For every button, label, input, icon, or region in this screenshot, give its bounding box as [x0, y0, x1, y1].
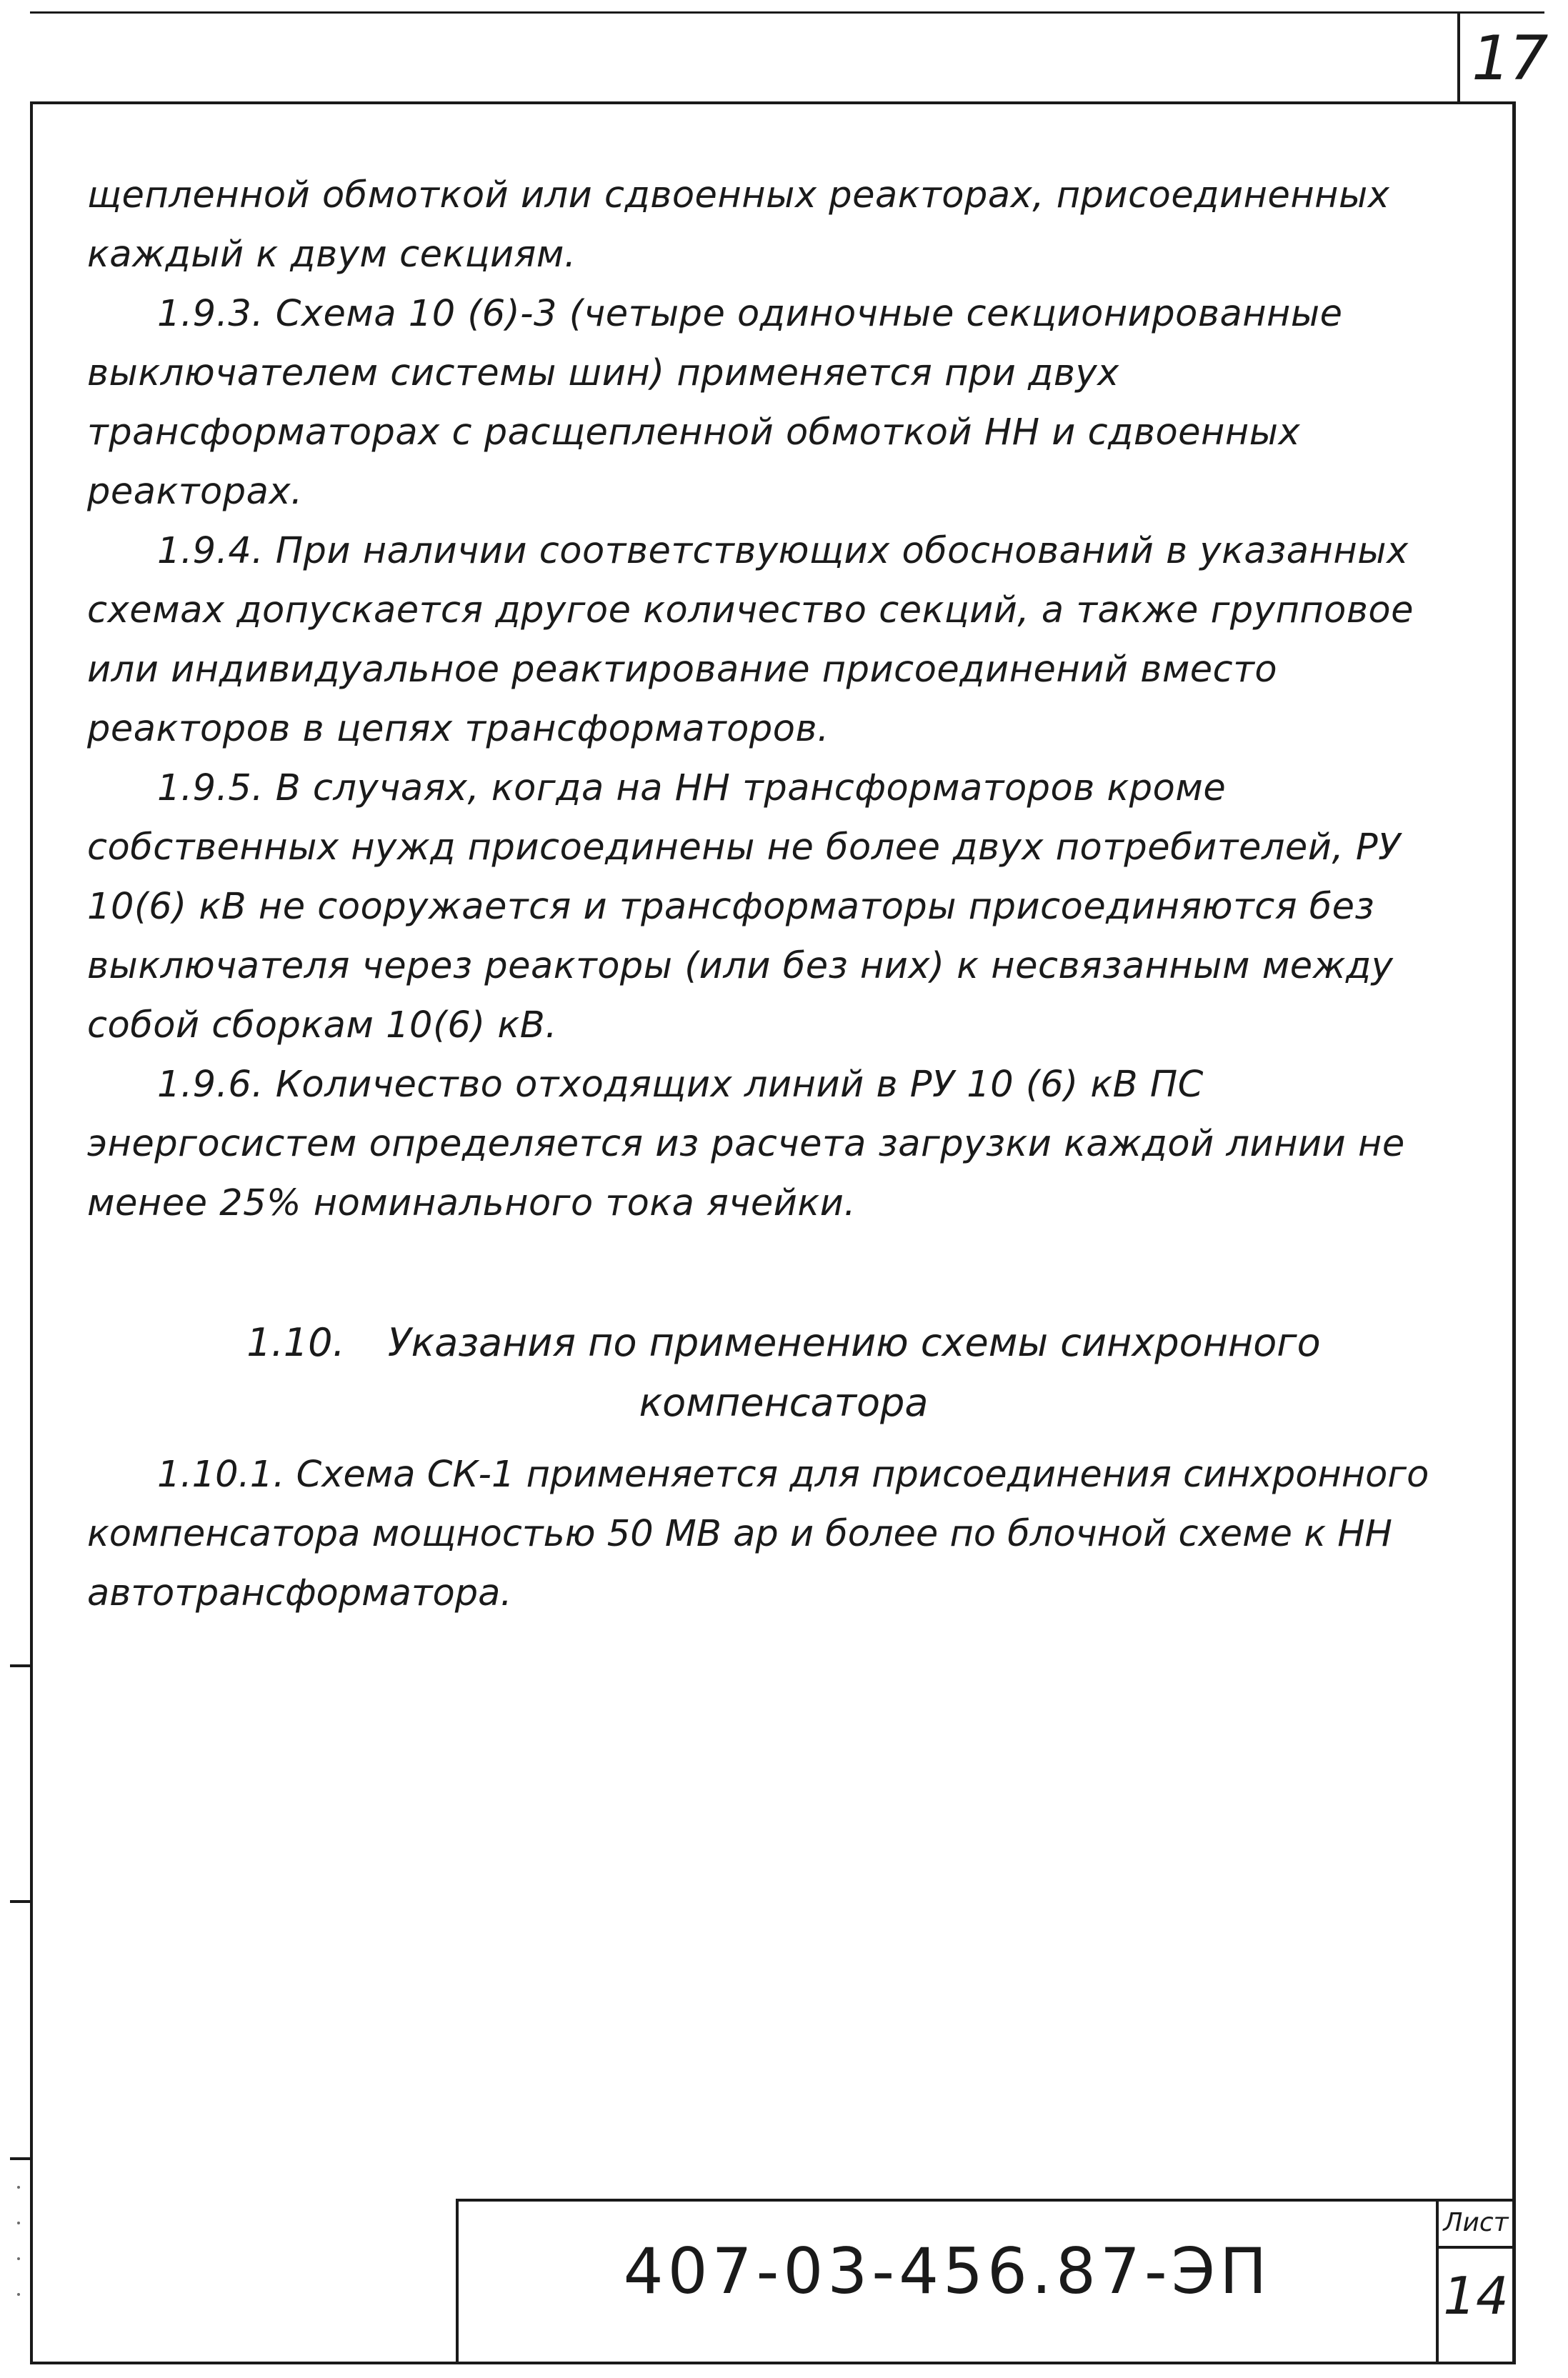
paragraph-1-9-4: 1.9.4. При наличии соответствующих обоснований в указанных схемах допускается другое количество секций, а также групповое или индивидуальное реактирование присоединений вместо реакторов в цепях трансформаторов.	[87, 530, 1426, 750]
section-title-line1	[87, 1313, 1480, 1373]
paragraph-1-9-5: 1.9.5. В случаях, когда на НН трансформаторов кроме собственных нужд присоединены не более двух потребителей, РУ 10(6) кВ не сооружается и трансформаторы присоединяются без выключателя через реакторы (или без них) к несвязанным между собой сборкам 10(6) кВ.	[87, 767, 1413, 1046]
section-number: 1.10.	[246, 1320, 345, 1365]
sheet-cell-divider	[1436, 2246, 1516, 2249]
section-body	[87, 1445, 1480, 1623]
binding-dot	[17, 2257, 20, 2260]
paragraph: щепленной обмоткой или сдвоенных реакторах, присоединенных каждый к двум секциям.	[87, 174, 1402, 276]
binding-tick	[10, 2157, 30, 2160]
body-text	[87, 166, 1480, 1233]
top-edge-line	[30, 11, 1544, 14]
document-code: 407-03-456.87-ЭП	[623, 2234, 1272, 2308]
paragraph-1-10-1: 1.10.1. Схема СК-1 применяется для присоединения синхронного компенсатора мощностью 50 МВ ар и более по блочной схеме к НН автотрансформатора.	[87, 1454, 1441, 1614]
binding-dot	[17, 2293, 20, 2296]
binding-dot	[17, 2222, 20, 2224]
sheet-label: Лист	[1443, 2208, 1509, 2237]
page-number: 17	[1472, 23, 1547, 94]
binding-dot	[17, 2186, 20, 2189]
paragraph-1-9-6: 1.9.6. Количество отходящих линий в РУ 10 (6) кВ ПС энергосистем определяется из расчета загрузки каждой линии не менее 25% номинального тока ячейки.	[87, 1064, 1417, 1224]
sheet-number: 14	[1443, 2266, 1509, 2326]
section-title: Указания по применению схемы синхронного	[387, 1320, 1321, 1365]
binding-tick	[10, 1900, 30, 1903]
paragraph-1-9-3: 1.9.3. Схема 10 (6)-3 (четыре одиночные секционированные выключателем системы шин) применяется при двух трансформаторах с расщепленной обмоткой НН и сдвоенных реакторах.	[87, 293, 1355, 513]
binding-tick	[10, 1664, 30, 1667]
section-title-line2: компенсатора	[639, 1380, 929, 1425]
section-heading	[87, 1313, 1480, 1433]
